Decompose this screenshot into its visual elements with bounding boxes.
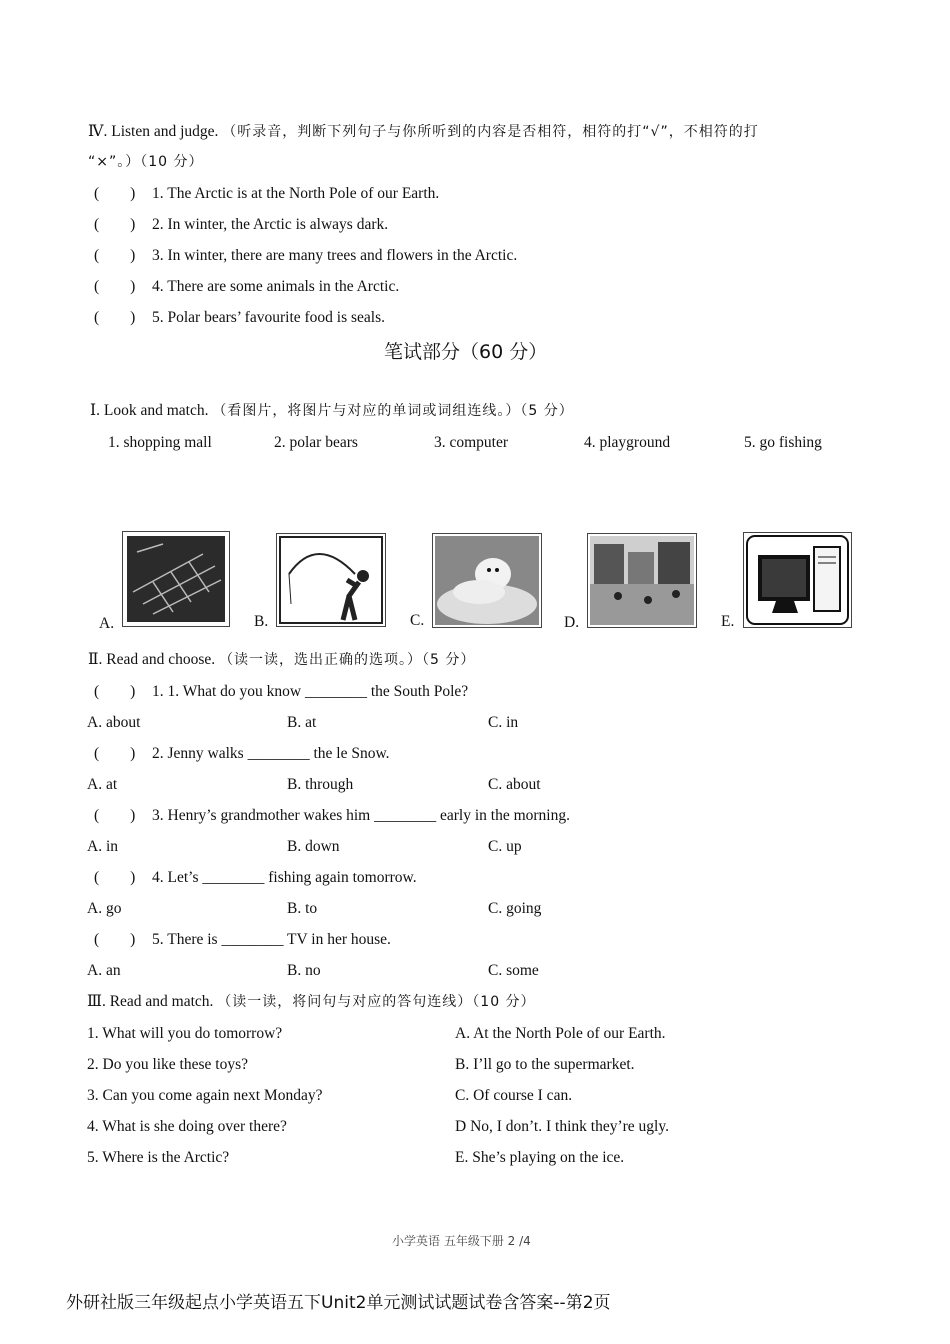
readmatch-heading — [87, 994, 536, 1010]
pic-label-b: B. — [254, 613, 269, 630]
answer-blank[interactable]: ( ) — [94, 309, 136, 326]
listen-item-1 — [94, 186, 439, 202]
fishing-picture — [276, 533, 386, 627]
choose-question-1 — [94, 684, 468, 700]
match-word-3: 3. computer — [434, 434, 509, 451]
choose-question-5 — [94, 932, 391, 948]
listen-item-5 — [94, 310, 385, 326]
choose-heading-en: Ⅱ. Read and choose. — [88, 651, 216, 668]
option-c: C. some — [488, 962, 539, 979]
readmatch-question-1: 1. What will you do tomorrow? — [87, 1025, 283, 1042]
readmatch-question-4: 4. What is she doing over there? — [87, 1118, 287, 1135]
playground-picture — [122, 531, 230, 627]
option-c: C. up — [488, 838, 522, 855]
lookmatch-heading — [90, 403, 574, 419]
readmatch-answer-a: A. At the North Pole of our Earth. — [455, 1025, 666, 1042]
computer-image — [744, 533, 851, 627]
listen-item-text: 1. The Arctic is at the North Pole of our Earth. — [152, 185, 440, 202]
listen-item-2 — [94, 217, 388, 233]
option-a: A. go — [87, 900, 122, 917]
listen-heading-cn2: “×”。）（10 分） — [88, 154, 204, 170]
listen-item-text: 4. There are some animals in the Arctic. — [152, 278, 400, 295]
option-c: C. going — [488, 900, 542, 917]
option-b: B. at — [287, 714, 317, 731]
pic-label-c: C. — [410, 612, 425, 629]
polar-bears-picture — [432, 533, 542, 628]
question-text: 5. There is ________ TV in her house. — [152, 931, 391, 948]
readmatch-answer-e: E. She’s playing on the ice. — [455, 1149, 625, 1166]
answer-blank[interactable]: ( ) — [94, 278, 136, 295]
pic-label-a: A. — [99, 615, 115, 632]
listen-item-3 — [94, 248, 517, 264]
match-word-5: 5. go fishing — [744, 434, 822, 451]
option-c: C. in — [488, 714, 519, 731]
listen-item-text: 5. Polar bears’ favourite food is seals. — [152, 309, 386, 326]
answer-blank[interactable]: ( ) — [94, 247, 136, 264]
choose-question-3 — [94, 808, 570, 824]
choose-question-4 — [94, 870, 417, 886]
question-text: 3. Henry’s grandmother wakes him ________ early in the morning. — [152, 807, 570, 824]
pic-label-e: E. — [721, 613, 735, 630]
readmatch-answer-b: B. I’ll go to the supermarket. — [455, 1056, 635, 1073]
listen-heading-en: Ⅳ. Listen and judge. — [88, 123, 219, 140]
listen-heading — [88, 124, 759, 140]
match-word-1: 1. shopping mall — [108, 434, 212, 451]
readmatch-heading-en: Ⅲ. Read and match. — [87, 993, 214, 1010]
listen-item-text: 3. In winter, there are many trees and flowers in the Arctic. — [152, 247, 518, 264]
question-text: 4. Let’s ________ fishing again tomorrow. — [152, 869, 417, 886]
option-b: B. to — [287, 900, 318, 917]
choose-heading — [88, 652, 475, 668]
readmatch-question-5: 5. Where is the Arctic? — [87, 1149, 230, 1166]
option-a: A. about — [87, 714, 141, 731]
choose-heading-cn: （读一读，选出正确的选项。）（5 分） — [219, 652, 476, 668]
readmatch-question-3: 3. Can you come again next Monday? — [87, 1087, 323, 1104]
answer-blank[interactable]: ( ) — [94, 869, 136, 886]
shopping-mall-image — [588, 534, 696, 627]
question-text: 2. Jenny walks ________ the le Snow. — [152, 745, 390, 762]
match-word-4: 4. playground — [584, 434, 671, 451]
option-c: C. about — [488, 776, 541, 793]
page-footer: 小学英语 五年级下册 2 /4 — [392, 1234, 531, 1248]
option-a: A. at — [87, 776, 118, 793]
readmatch-answer-d: D No, I don’t. I think they’re ugly. — [455, 1118, 669, 1135]
answer-blank[interactable]: ( ) — [94, 931, 136, 948]
answer-blank[interactable]: ( ) — [94, 216, 136, 233]
answer-blank[interactable]: ( ) — [94, 683, 136, 700]
shopping-mall-picture — [587, 533, 697, 628]
readmatch-answer-c: C. Of course I can. — [455, 1087, 573, 1104]
match-word-2: 2. polar bears — [274, 434, 358, 451]
choose-question-2 — [94, 746, 390, 762]
option-a: A. in — [87, 838, 118, 855]
lookmatch-heading-cn: （看图片，将图片与对应的单词或词组连线。）（5 分） — [212, 403, 574, 419]
option-a: A. an — [87, 962, 121, 979]
option-b: B. down — [287, 838, 340, 855]
listen-item-text: 2. In winter, the Arctic is always dark. — [152, 216, 389, 233]
written-section-title: 笔试部分（60 分） — [384, 341, 548, 363]
fishing-image — [277, 534, 385, 626]
answer-blank[interactable]: ( ) — [94, 807, 136, 824]
readmatch-question-2: 2. Do you like these toys? — [87, 1056, 249, 1073]
answer-blank[interactable]: ( ) — [94, 745, 136, 762]
option-b: B. no — [287, 962, 321, 979]
listen-heading-cn: （听录音，判断下列句子与你所听到的内容是否相符，相符的打“√”，不相符的打 — [222, 124, 759, 140]
playground-image — [123, 532, 229, 626]
listen-item-4 — [94, 279, 399, 295]
polar-bears-image — [433, 534, 541, 627]
computer-picture — [743, 532, 852, 628]
readmatch-heading-cn: （读一读，将问句与对应的答句连线）（10 分） — [217, 994, 536, 1010]
pic-label-d: D. — [564, 614, 580, 631]
document-banner: 外研社版三年级起点小学英语五下Unit2单元测试试题试卷含答案--第2页 — [66, 1293, 611, 1313]
option-b: B. through — [287, 776, 354, 793]
answer-blank[interactable]: ( ) — [94, 185, 136, 202]
question-text: 1. 1. What do you know ________ the South Pole? — [152, 683, 469, 700]
lookmatch-heading-en: Ⅰ. Look and match. — [90, 402, 209, 419]
